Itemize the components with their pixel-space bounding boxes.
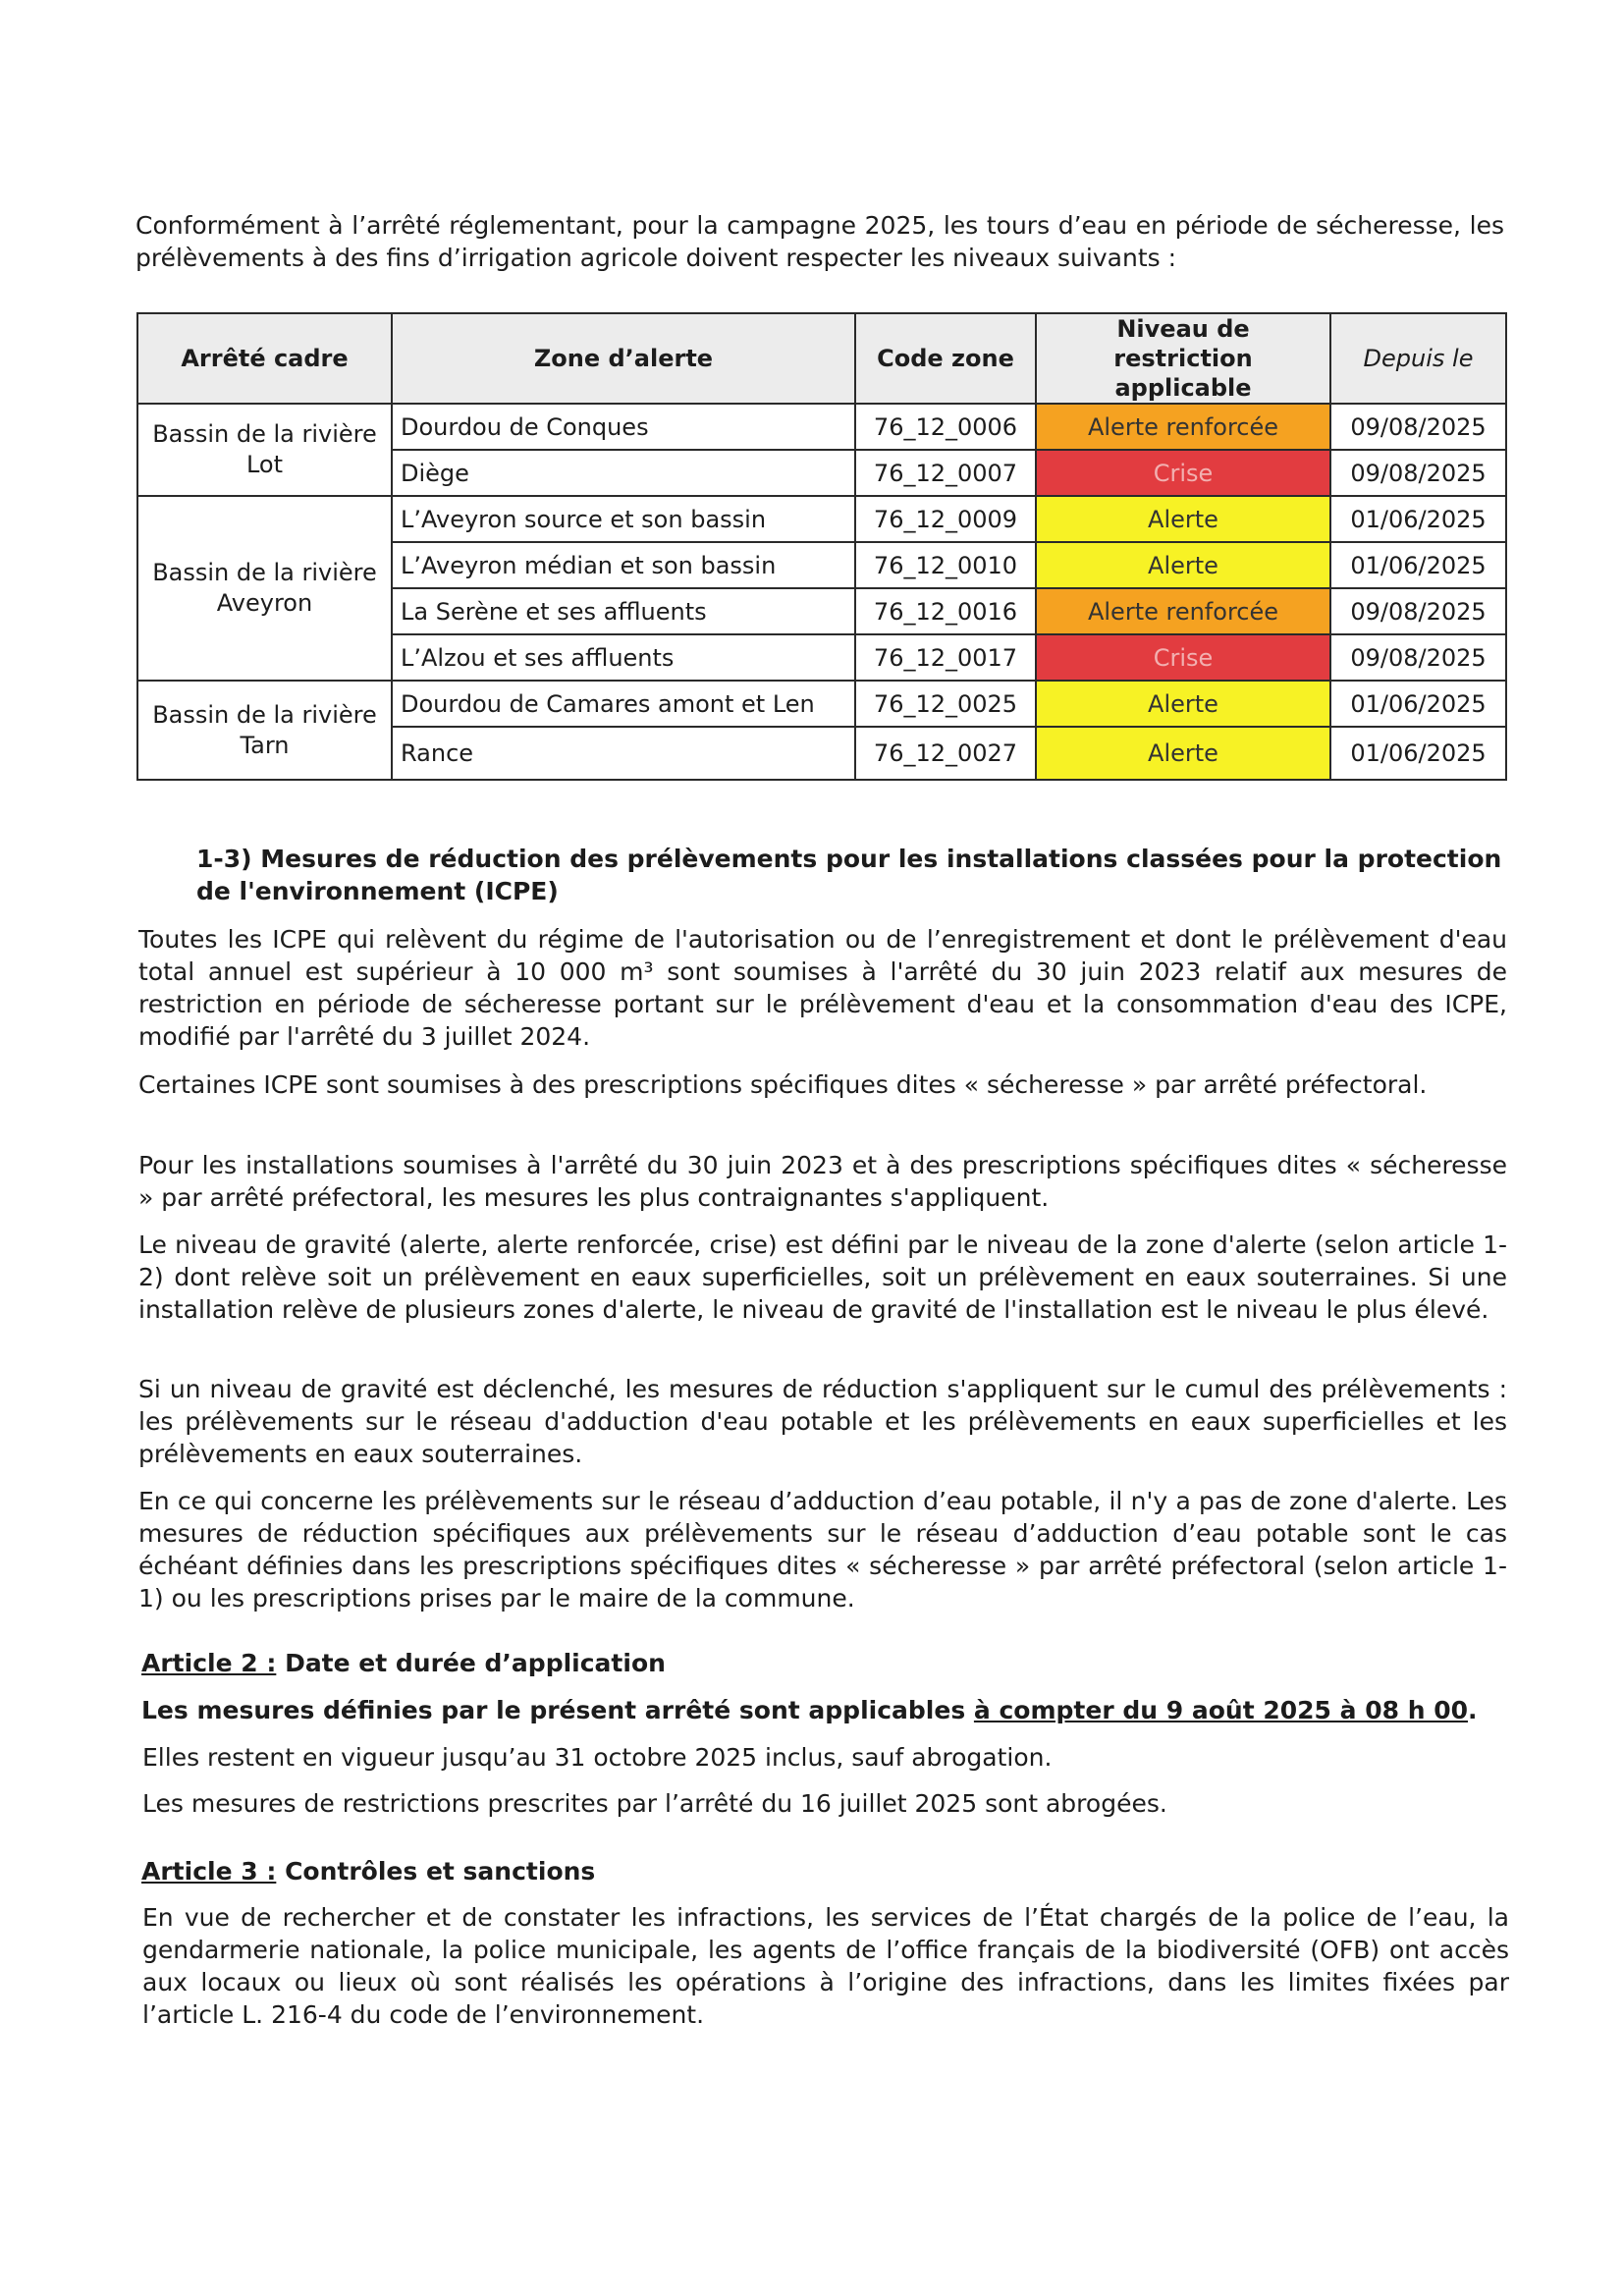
article-2-bold-suffix: . <box>1468 1696 1478 1724</box>
cell-code: 76_12_0027 <box>855 727 1036 780</box>
cell-code: 76_12_0006 <box>855 404 1036 450</box>
cell-code: 76_12_0016 <box>855 588 1036 634</box>
header-arrete-cadre: Arrêté cadre <box>137 313 392 404</box>
cell-depuis: 01/06/2025 <box>1330 727 1506 780</box>
cell-niveau: Crise <box>1036 450 1330 496</box>
cell-niveau: Alerte <box>1036 727 1330 780</box>
article-2-application-line <box>141 1694 1478 1726</box>
article-3-heading <box>141 1855 595 1887</box>
cell-niveau: Alerte <box>1036 681 1330 727</box>
cell-arrete-cadre: Bassin de la rivière Tarn <box>137 681 392 780</box>
cell-depuis: 01/06/2025 <box>1330 496 1506 542</box>
section-1-3-paragraph: Si un niveau de gravité est déclenché, les mesures de réduction s'appliquent sur le cumul des prélèvements : les prélèvements sur le réseau d'adduction d'eau potable et les prélèvements en eaux superficielles et les prélèvements en eaux souterraines. <box>138 1375 1507 1468</box>
cell-arrete-cadre: Bassin de la rivière Lot <box>137 404 392 496</box>
article-2-abrogation-line: Les mesures de restrictions prescrites par l’arrêté du 16 juillet 2025 sont abrogées. <box>142 1789 1167 1818</box>
cell-zone: La Serène et ses affluents <box>392 588 855 634</box>
cell-depuis: 09/08/2025 <box>1330 404 1506 450</box>
article-2-label: Article 2 : <box>141 1649 277 1677</box>
cell-niveau: Alerte <box>1036 542 1330 588</box>
section-1-3-paragraph: Pour les installations soumises à l'arrêté du 30 juin 2023 et à des prescriptions spécifiques dites « sécheresse » par arrêté préfectoral, les mesures les plus contraignantes s'appliquent. <box>138 1151 1507 1212</box>
cell-zone: Rance <box>392 727 855 780</box>
section-1-3-paragraph: Certaines ICPE sont soumises à des prescriptions spécifiques dites « sécheresse » par arrêté préfectoral. <box>138 1070 1428 1099</box>
cell-code: 76_12_0025 <box>855 681 1036 727</box>
cell-niveau: Alerte renforcée <box>1036 404 1330 450</box>
header-niveau: Niveau de restriction applicable <box>1036 313 1330 404</box>
cell-depuis: 01/06/2025 <box>1330 542 1506 588</box>
article-2-bold-prefix: Les mesures définies par le présent arrêté sont applicables <box>141 1696 974 1724</box>
cell-code: 76_12_0007 <box>855 450 1036 496</box>
article-2-heading <box>141 1647 666 1679</box>
cell-niveau: Alerte <box>1036 496 1330 542</box>
cell-niveau: Crise <box>1036 634 1330 681</box>
article-3-paragraph: En vue de rechercher et de constater les infractions, les services de l’État chargés de la police de l’eau, la gendarmerie nationale, la police municipale, les agents de l’office français de la biodiversité (OFB) ont accès aux locaux ou lieux où sont réalisés les opérations à l’origine des infractions, dans les limites fixées par l’article L. 216-4 du code de l’environnement. <box>142 1903 1509 2029</box>
cell-zone: L’Alzou et ses affluents <box>392 634 855 681</box>
cell-arrete-cadre: Bassin de la rivière Aveyron <box>137 496 392 681</box>
section-1-3-paragraph: Le niveau de gravité (alerte, alerte renforcée, crise) est défini par le niveau de la zone d'alerte (selon article 1-2) dont relève soit un prélèvement en eaux superficielles, soit un prélèvement en eaux souterraines. Si une installation relève de plusieurs zones d'alerte, le niveau de gravité de l'installation est le niveau le plus élevé. <box>138 1230 1507 1324</box>
cell-code: 76_12_0009 <box>855 496 1036 542</box>
cell-depuis: 09/08/2025 <box>1330 588 1506 634</box>
article-3-title: Contrôles et sanctions <box>285 1857 596 1886</box>
header-depuis: Depuis le <box>1330 313 1506 404</box>
restriction-table <box>136 312 1507 781</box>
section-1-3-paragraph: Toutes les ICPE qui relèvent du régime de l'autorisation ou de l’enregistrement et dont le prélèvement d'eau total annuel est supérieur à 10 000 m³ sont soumises à l'arrêté du 30 juin 2023 relatif aux mesures de restriction en période de sécheresse portant sur le prélèvement d'eau et la consommation d'eau des ICPE, modifié par l'arrêté du 3 juillet 2024. <box>138 925 1507 1051</box>
cell-zone: Diège <box>392 450 855 496</box>
table-row <box>137 404 1506 450</box>
article-2-validity-line: Elles restent en vigueur jusqu’au 31 octobre 2025 inclus, sauf abrogation. <box>142 1743 1053 1772</box>
cell-code: 76_12_0010 <box>855 542 1036 588</box>
cell-zone: Dourdou de Camares amont et Len <box>392 681 855 727</box>
article-2-date-underlined: à compter du 9 août 2025 à 08 h 00 <box>973 1696 1468 1724</box>
cell-zone: Dourdou de Conques <box>392 404 855 450</box>
section-1-3-heading: 1-3) Mesures de réduction des prélèvements pour les installations classées pour la protection de l'environnement (ICPE) <box>196 845 1502 905</box>
cell-depuis: 09/08/2025 <box>1330 450 1506 496</box>
table-row <box>137 496 1506 542</box>
intro-paragraph: Conformément à l’arrêté réglementant, pour la campagne 2025, les tours d’eau en période de sécheresse, les prélèvements à des fins d’irrigation agricole doivent respecter les niveaux suivants : <box>135 211 1504 272</box>
table-header-row <box>137 313 1506 404</box>
cell-zone: L’Aveyron médian et son bassin <box>392 542 855 588</box>
cell-depuis: 09/08/2025 <box>1330 634 1506 681</box>
article-3-label: Article 3 : <box>141 1857 277 1886</box>
cell-zone: L’Aveyron source et son bassin <box>392 496 855 542</box>
section-1-3-paragraph: En ce qui concerne les prélèvements sur le réseau d’adduction d’eau potable, il n'y a pas de zone d'alerte. Les mesures de réduction spécifiques aux prélèvements sur le réseau d’adduction d’eau potable sont le cas échéant définies dans les prescriptions spécifiques dites « sécheresse » par arrêté préfectoral (selon article 1-1) ou les prescriptions prises par le maire de la commune. <box>138 1487 1507 1613</box>
article-2-title: Date et durée d’application <box>285 1649 666 1677</box>
header-code-zone: Code zone <box>855 313 1036 404</box>
cell-niveau: Alerte renforcée <box>1036 588 1330 634</box>
table-row <box>137 681 1506 727</box>
header-zone-alerte: Zone d’alerte <box>392 313 855 404</box>
cell-code: 76_12_0017 <box>855 634 1036 681</box>
cell-depuis: 01/06/2025 <box>1330 681 1506 727</box>
